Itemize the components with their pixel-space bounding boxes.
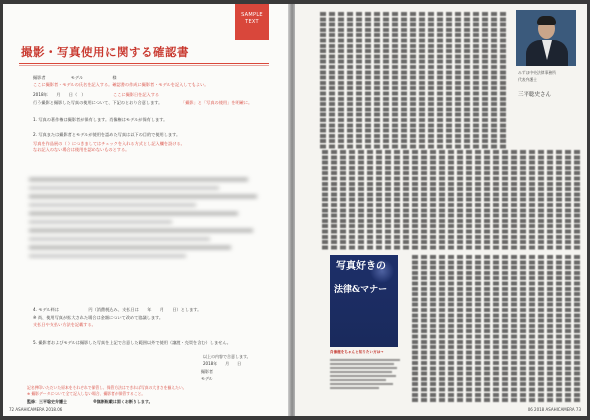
book-description — [330, 357, 400, 403]
address-line: 撮影者 モデル 様 — [33, 75, 117, 80]
intro-line: 行う撮影と撮影した写真の使用について、下記のとおり合意します。 — [33, 100, 163, 105]
clause-2: 2. 写真または撮影者とモデルが使用を認めた写真は以下の目的で使用します。 — [33, 132, 181, 137]
profile-firm: みずほ中央法律事務所 — [518, 70, 556, 75]
clause-5: 5. 撮影者およびモデルは撮影した写真を上記で合意した範囲以外で使用（譲渡・売買を含む）しません。 — [33, 340, 231, 345]
clause-4-note: ※ 尚、使用写真が拡大された場合は金額について改めて協議します。 — [33, 315, 164, 320]
page-number-left: 72 ASAHICAMERA 2018.06 — [9, 407, 63, 412]
document-title: 撮影・写真使用に関する確認書 — [21, 45, 189, 59]
date-line: 2018年 月 日（ ） — [33, 92, 86, 97]
profile-name: 三平聡史さん — [518, 92, 552, 98]
sample-text-tag: SAMPLE TEXT — [235, 4, 269, 40]
page-number-right: 06 2018 ASAHICAMERA 73 — [527, 407, 581, 412]
intro-red-note: 「撮影」と「写真の使用」を明確に。 — [181, 100, 253, 105]
clause-4: 4. モデル料は 円（消費税込み、支払日は 年 月 日）とします。 — [33, 307, 202, 312]
book-caption: 肖像権をちゃんと知りたい方は→ — [330, 350, 384, 354]
lawyer-profile — [512, 6, 582, 144]
footer-note-2: ※ 撮影データについて全て記入しない場合、撮影者が保管すること。 — [27, 391, 146, 396]
signature-photographer: 撮影者 — [201, 369, 213, 374]
footer-note-1: 記名押印いただいた原本をそれぞれで保管し、保管方法はできれば写真の大きさを揃えたい。 — [27, 385, 187, 390]
clause-2-note-1: 写真を作品展の（ ）につきましてはチェックを入れる方式とし記入欄を設ける。 — [33, 141, 185, 146]
signature-date: 2018年 月 日 — [203, 361, 242, 366]
book-title-line-1: 写真好きの — [336, 261, 386, 272]
book-cover-icon — [330, 255, 398, 347]
no-reprint-note: ※無断転載は固くお断りします。 — [93, 399, 153, 404]
person-photo-icon — [516, 10, 576, 66]
agreement-line: 以上の内容で合意します。 — [203, 354, 251, 359]
notice-names: ここに撮影者・モデルの氏名を記入する。確認書の作成に撮影者・モデルを記入してもよい。 — [33, 82, 209, 87]
clause-1: 1. 写真の著作権は撮影者が保有します。肖像権はモデルが保有します。 — [33, 117, 168, 122]
clause-4-red-note: 支払日や支払い方法を記載する。 — [33, 322, 96, 327]
notice-date: ここに撮影日を記入する — [113, 92, 160, 97]
clause-2-note-2: なお記入のない場合は使用を認めないものとする。 — [33, 147, 130, 152]
profile-role: 代表弁護士 — [518, 77, 537, 82]
book-title-line-2: 法律&マナー — [334, 285, 388, 295]
signature-model: モデル — [201, 376, 213, 381]
supervisor-credit: 監修：三平聡史弁護士 — [27, 399, 67, 404]
